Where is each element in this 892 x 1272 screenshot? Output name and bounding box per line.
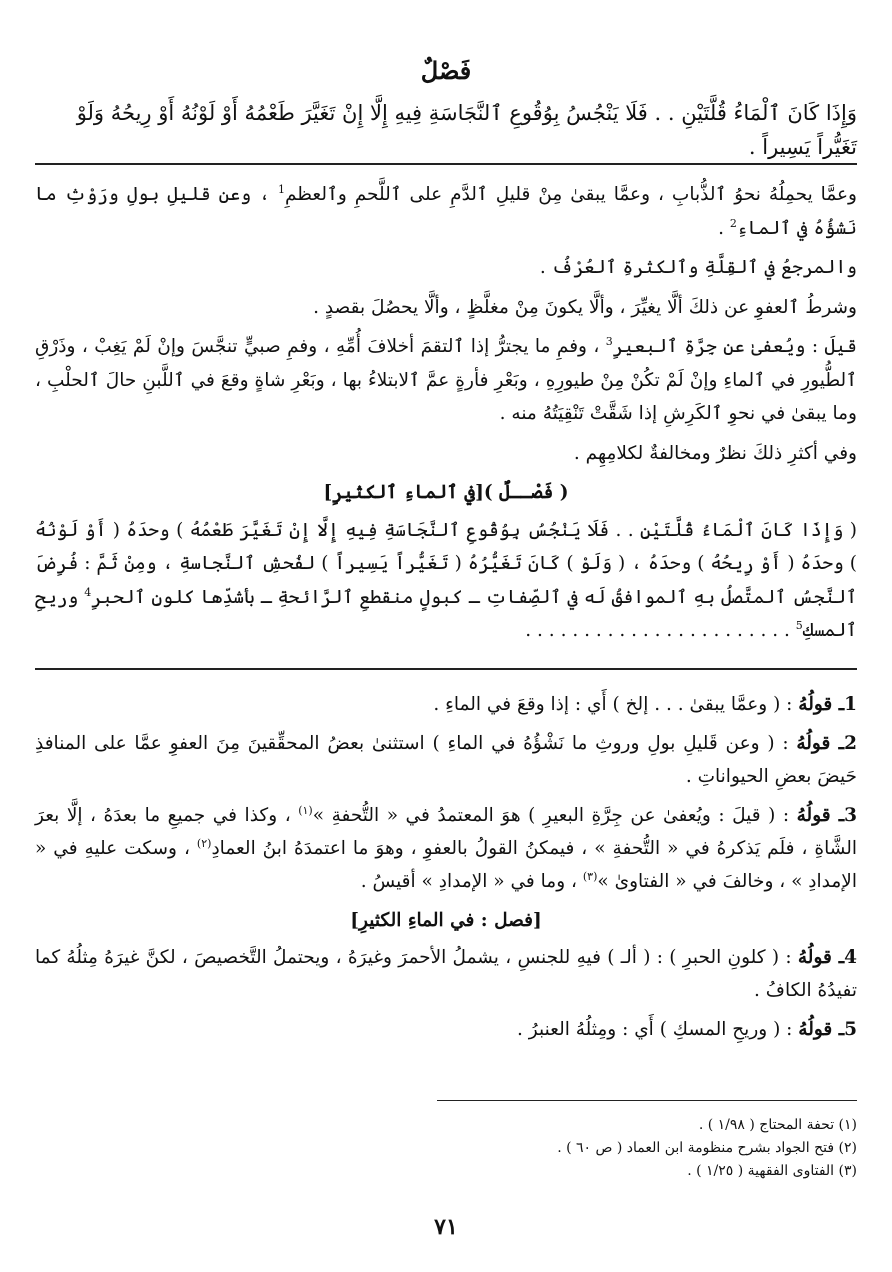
- sharh-paragraph-1: وعمَّا يحمِلُهُ نحوُ ٱلذُّبابِ ، وعمَّا يبقىٰ مِنْ قليلِ ٱلدَّمِ على ٱللَّحمِ وٱلعظمِ$^1$ ، وعن قليلِ بولِ ورَوْثِ ما نَشؤُهُ في ٱلماءِ$^2$ .: [35, 182, 857, 239]
- sharh-paragraph-4: قيلَ : ويُعفىٰ عن جِرَّةِ ٱلبعيرِ$^3$ ، وفمِ ما يجترُّ إذا ٱلتقمَ أخلافَ أُمِّهِ ، وفمِ صبيٍّ تنجَّسَ وإنْ لَمْ يَغِبْ ، وذَرْقِ ٱلطُّيورِ في ٱلماءِ وإنْ لَمْ تكُنْ مِنْ طيورِهِ ، وبَعْرِ فأرةٍ عمَّ ٱلابتلاءُ بها ، وبَعْرِ شاةٍ وقعَ في ٱللَّبنِ حالَ ٱلحلْبِ ، وما يبقىٰ في نحوِ ٱلكَرِشِ إذا شَقَّتْ تَنْقِيَتُهُ منه .: [35, 334, 858, 424]
- page-number: ٧١: [434, 1214, 458, 1240]
- sharh-paragraph-3: وشرطُ ٱلعفوِ عن ذلكَ ألَّا يغيِّرَ ، وألَّا يكونَ مِنْ مغلَّظٍ ، وألَّا يحصُلَ بقصدٍ .: [313, 296, 857, 318]
- sharh-commentary: [35, 178, 857, 654]
- hashiya-note-3: 3ـ قولُهُ : ( قيلَ : ويُعفىٰ عن جِرَّةِ البعيرِ ) هوَ المعتمدُ في « التُّحفةِ »$^{(١)}$ ، وكذا في جميعِ ما بعدَهُ ، إلَّا بعرَ الشَّاةِ ، فلَم يَذكرهُ في « التُّحفةِ » ، فيمكنُ القولُ بالعفوِ ، وهوَ ما اعتمدَهُ ابنُ العمادِ$^{(٢)}$ ، وسكت عليهِ في « الإمدادِ » ، وخالفَ في « الفتاوىٰ »$^{(٣)}$ ، وما في « الإمدادِ » أقيسُ .: [35, 803, 857, 892]
- footnote-2: (٢) فتح الجواد بشرح منظومة ابن العماد ( ص ٦٠ ) .: [557, 1140, 857, 1156]
- sharh-section-title: ( فَصْــلٌ )[في ٱلماءِ ٱلكثيرِ]: [323, 482, 569, 503]
- page: [35, 0, 857, 1272]
- middle-divider: [35, 668, 857, 670]
- hashiya-note-5: 5ـ قولُهُ : ( وريحِ المسكِ ) أَي : ومِثلُهُ العنبرُ .: [517, 1019, 857, 1040]
- footnote-3: (٣) الفتاوى الفقهية ( ١/٢٥ ) .: [687, 1163, 857, 1179]
- top-divider: [35, 163, 857, 165]
- footnotes: [35, 1114, 857, 1183]
- sharh-paragraph-6: ( وَإِذَا كَانَ ٱلْمَاءُ قُلَّتَيْنِ . . فَلَا يَنْجُسُ بِوُقُوعِ ٱلنَّجَاسَةِ فِيهِ إِلَّا إِنْ تَغَيَّرَ طَعْمُهُ ) وحدَهُ ( أَوْ لَوْنُهُ ) وحدَهُ ( أَوْ رِيحُهُ ) وحدَهُ ، ( وَلَوْ ) كَانَ تَغَيُّرُهُ ( تَغَيُّراً يَسِيراً ) لفُحشِ ٱلنَّجاسةِ ، ومِنْ ثَمَّ : فُرِضَ ٱلنَّجسُ ٱلمتَّصلُ بهِ ٱلموافقُ لَه في ٱلصِّفاتِ ـ كبولٍ منقطعِ ٱلرَّائحةِ ـ بأشدِّها كلونِ ٱلحبرِ$^4$ وريحِ ٱلمسكِ$^5$ . . . . . . . . . . . . . . . . . . . . . . .: [35, 519, 857, 641]
- hashiya-section-title: [فصل : في الماءِ الكثيرِ]: [350, 910, 542, 931]
- hashiya-note-1: 1ـ قولُهُ : ( وعمَّا يبقىٰ . . . إلخ ) أَي : إذا وقعَ في الماءِ .: [433, 694, 857, 715]
- footnote-1: (١) تحفة المحتاج ( ١/٩٨ ) .: [698, 1117, 857, 1133]
- hashiya-note-2: 2ـ قولُهُ : ( وعن قَليلِ بولِ وروثِ ما نَشْؤُهُ في الماءِ ) استثنىٰ بعضُ المحقِّقينَ مِنَ العفوِ عمَّا على المنافذِ حَيضَ بعضِ الحيواناتِ .: [35, 733, 857, 787]
- sharh-paragraph-5: وفي أكثرِ ذلكَ نظرٌ ومخالفةٌ لكلامِهِم .: [573, 442, 857, 464]
- hashiya-note-4: 4ـ قولُهُ : ( كلونِ الحبرِ ) : ( ألـ ) فيهِ للجنسِ ، يشملُ الأحمرَ وغيرَهُ ، ويحتملُ التَّخصيصَ ، لكنَّ غيرَهُ مِثلُهُ كما تفيدُهُ الكافُ .: [35, 947, 857, 1001]
- section-heading: فَصْلٌ: [420, 56, 472, 85]
- sharh-paragraph-2: والمرجعُ في ٱلقِلَّةِ وٱلكثرةِ ٱلعُرْفُ .: [539, 257, 857, 278]
- hashiya-notes: [35, 688, 857, 1052]
- matn-text: وَإِذَا كَانَ ٱلْمَاءُ قُلَّتَيْنِ . . فَلَا يَنْجُسُ بِوُقُوعِ ٱلنَّجَاسَةِ فِيهِ إِلَّا إِنْ تَغَيَّرَ طَعْمُهُ أَوْ لَوْنُهُ أَوْ رِيحُهُ وَلَوْ تَغَيُّراً يَسِيراً .: [76, 101, 857, 159]
- footnote-divider: [437, 1100, 857, 1101]
